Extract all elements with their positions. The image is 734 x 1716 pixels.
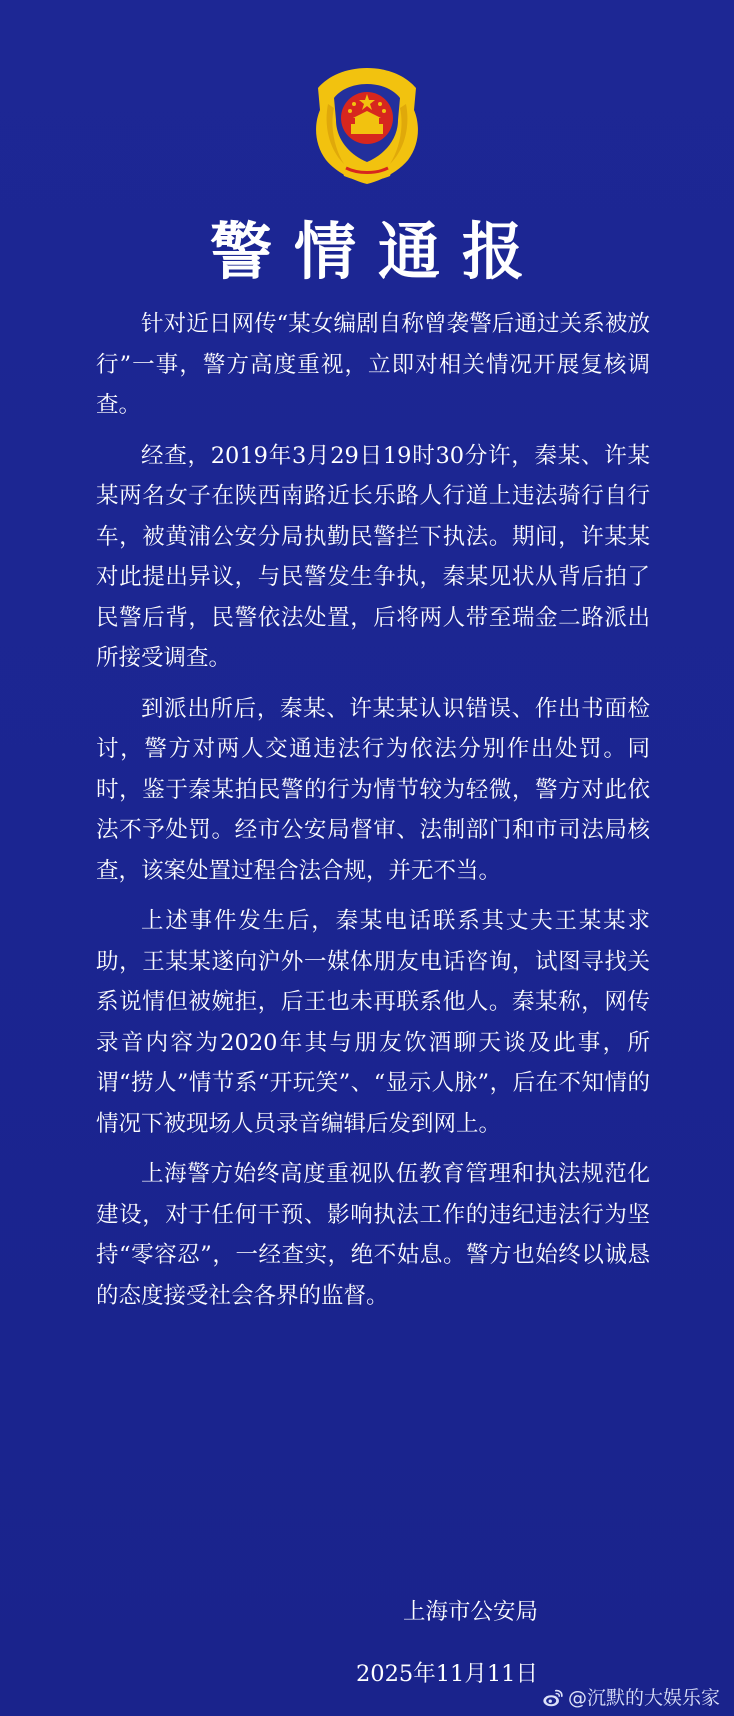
police-emblem-icon — [310, 64, 424, 186]
notice-paragraph: 经查，2019年3月29日19时30分许，秦某、许某某两名女子在陕西南路近长乐路人行道上违法骑行自行车，被黄浦公安分局执勤民警拦下执法。期间，许某某对此提出异议，与民警发生争执，秦某见状从背后拍了民警后背，民警依法处置，后将两人带至瑞金二路派出所接受调查。 — [96, 442, 650, 671]
notice-paragraph: 到派出所后，秦某、许某某认识错误、作出书面检讨，警方对两人交通违法行为依法分别作出处罚。同时，鉴于秦某拍民警的行为情节较为轻微，警方对此依法不予处罚。经市公安局督审、法制部门和市司法局核查，该案处置过程合法合规，并无不当。 — [96, 695, 650, 884]
notice-paragraph: 上海警方始终高度重视队伍教育管理和执法规范化建设，对于任何干预、影响执法工作的违纪违法行为坚持“零容忍”，一经查实，绝不姑息。警方也始终以诚恳的态度接受社会各界的监督。 — [96, 1161, 650, 1309]
signature-date: 2025年11月11日 — [355, 1661, 538, 1687]
notice-body — [96, 304, 650, 1326]
weibo-icon — [542, 1687, 564, 1709]
notice-paragraph: 上述事件发生后，秦某电话联系其丈夫王某某求助，王某某遂向沪外一媒体朋友电话咨询，试图寻找关系说情但被婉拒，后王也未再联系他人。秦某称，网传录音内容为2020年其与朋友饮酒聊天谈及此事，所谓“捞人”情节系“开玩笑”、“显示人脉”，后在不知情的情况下被现场人员录音编辑后发到网上。 — [96, 908, 650, 1137]
watermark-text: @沉默的大娱乐家 — [567, 1687, 720, 1709]
notice-paragraph: 针对近日网传“某女编剧自称曾袭警后通过关系被放行”一事，警方高度重视，立即对相关情况开展复核调查。 — [96, 311, 650, 418]
notice-title: 警情通报 — [209, 215, 546, 288]
weibo-watermark — [542, 1685, 720, 1711]
notice-signature — [356, 1597, 538, 1689]
signature-organization: 上海市公安局 — [402, 1599, 538, 1625]
